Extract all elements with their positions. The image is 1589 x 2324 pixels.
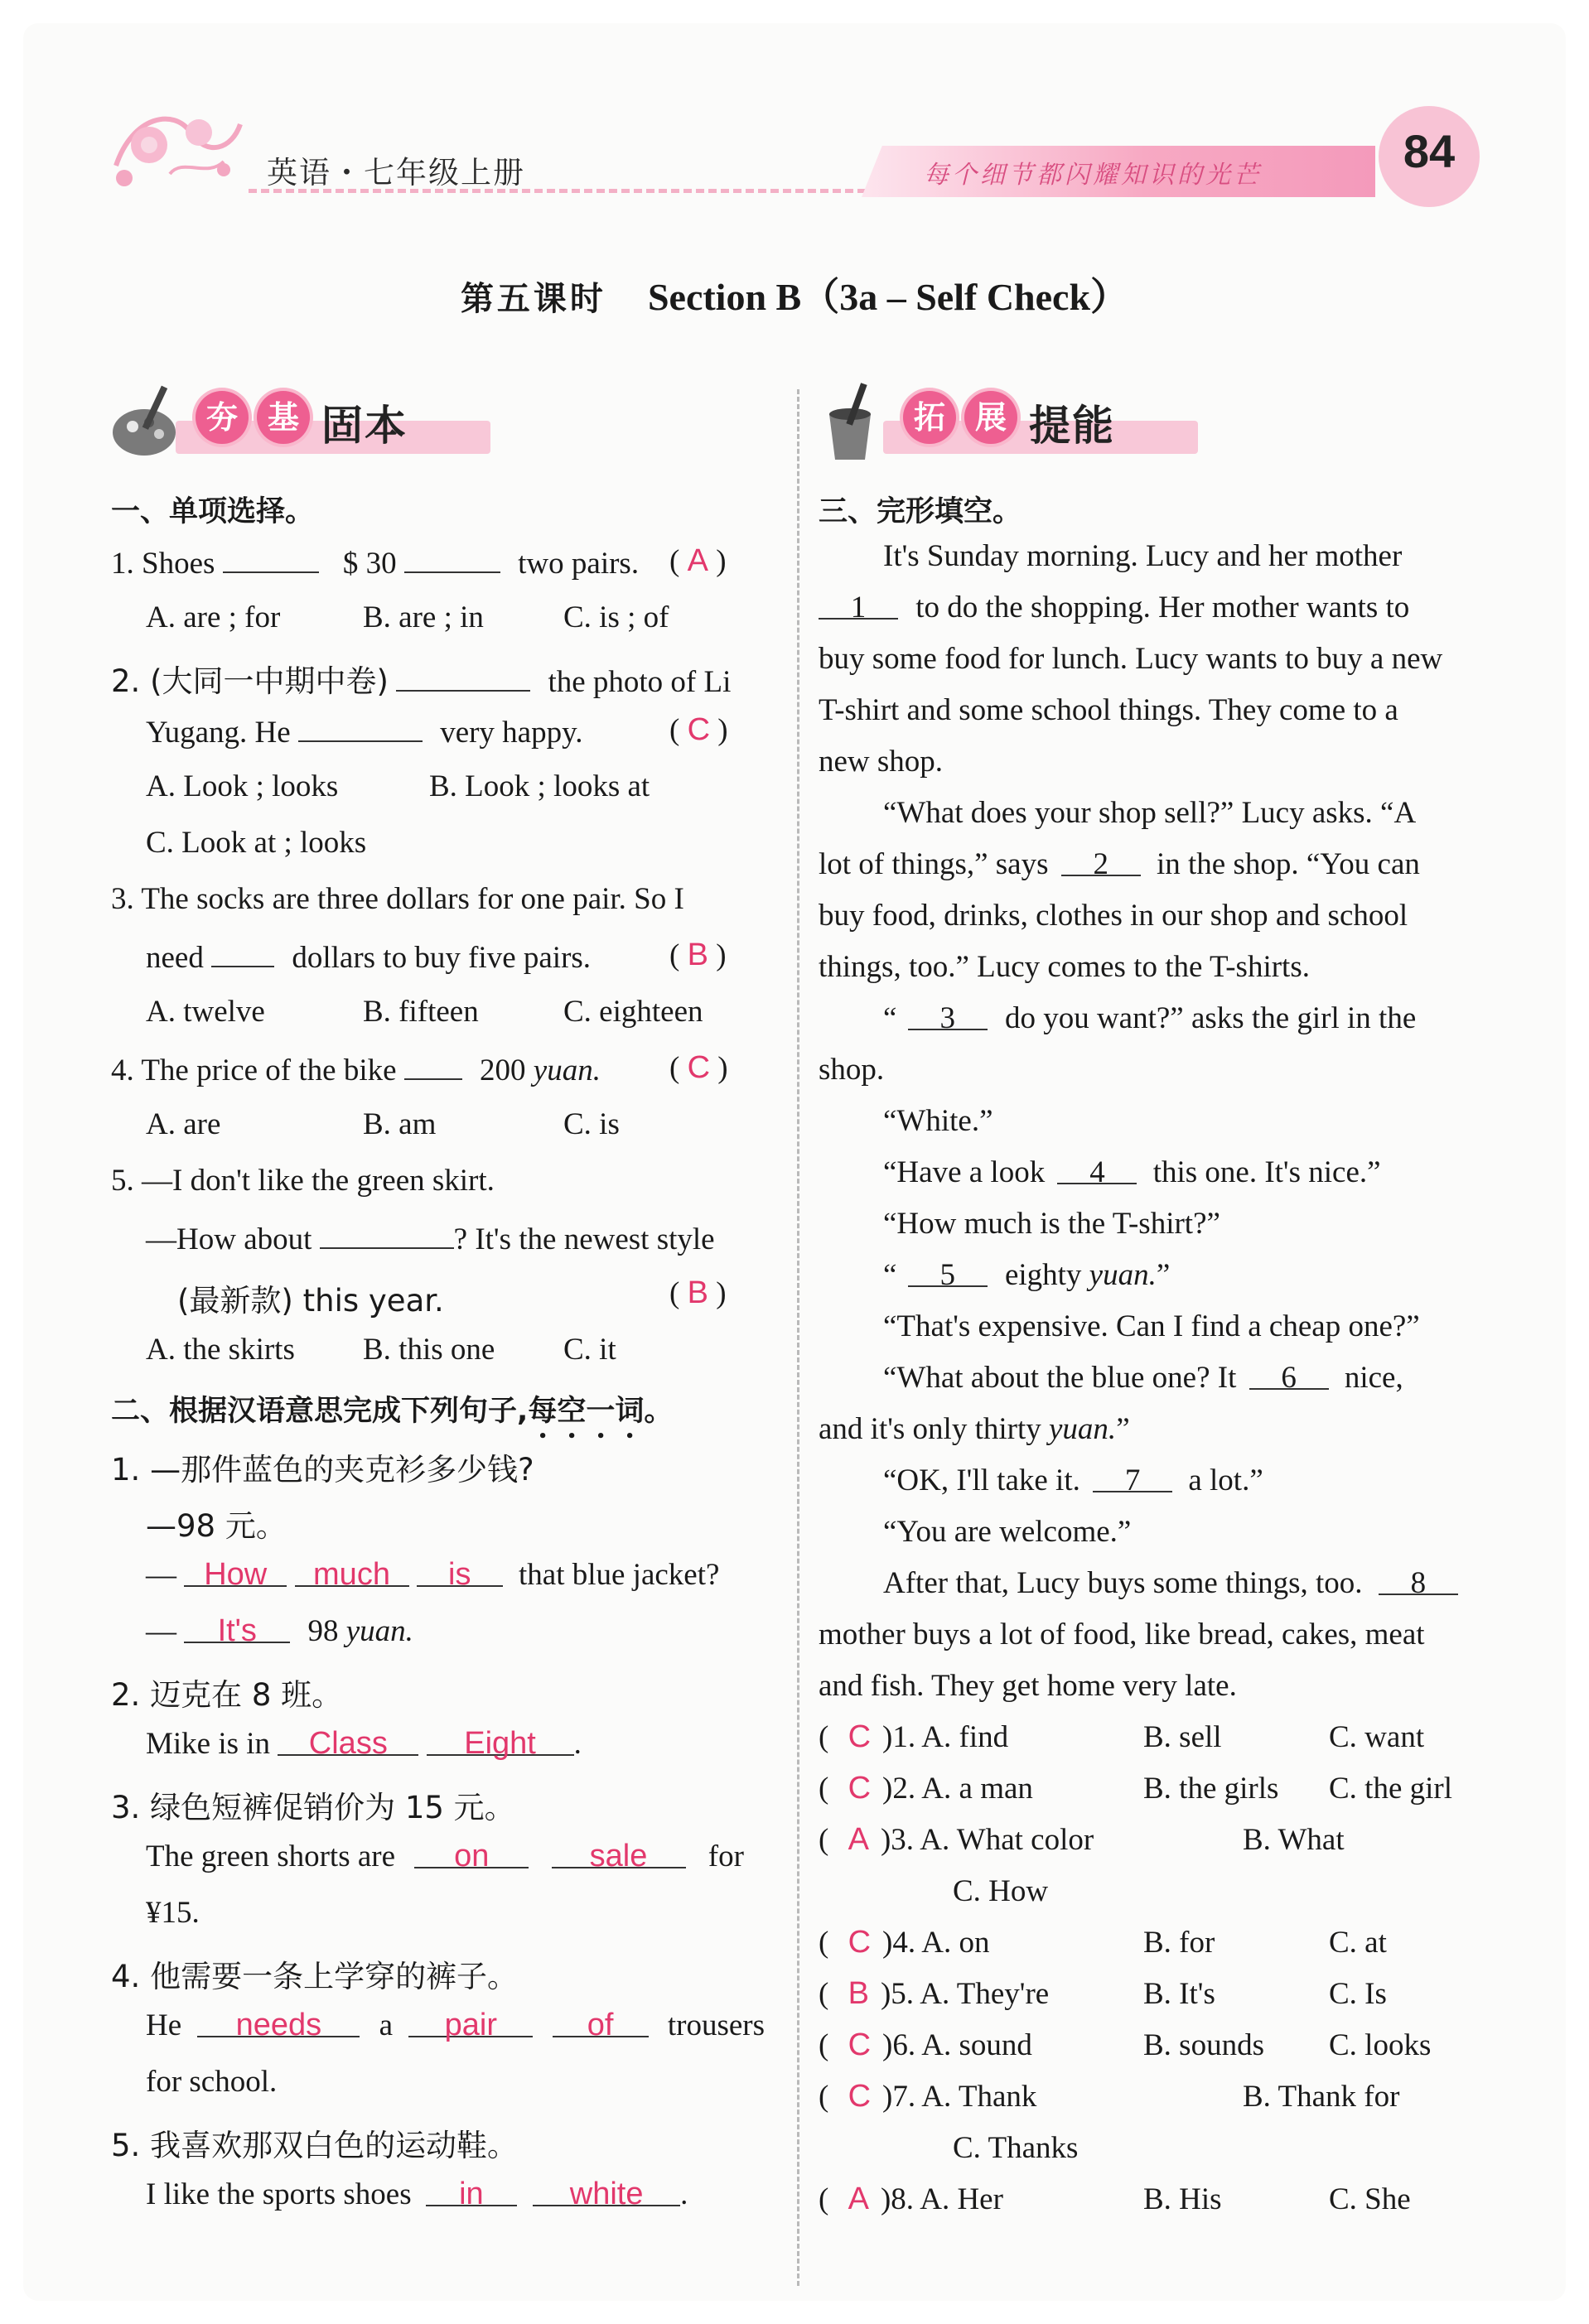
passage-line-15-text: eighty <box>1004 1258 1082 1292</box>
cloze-item-1-a: )1. A. find <box>882 1720 1009 1754</box>
q2-text2: Yugang. He <box>146 716 291 750</box>
cloze-item-7-b: B. Thank for <box>1243 2080 1400 2114</box>
cloze-item-1-b: B. sell <box>1143 1720 1222 1754</box>
passage-line-17-b: nice, <box>1344 1361 1403 1395</box>
q1-stem <box>111 543 639 581</box>
s1-amount: 98 <box>307 1614 339 1648</box>
cloze-item-8-c: C. She <box>1329 2182 1411 2216</box>
banner-char-2: 展 <box>964 391 1017 444</box>
cloze-item-3-c: C. How <box>953 1874 1049 1908</box>
q4-text: 4. The price of the bike <box>111 1054 397 1087</box>
cloze-item-6-b: B. sounds <box>1143 2028 1264 2062</box>
page-title <box>0 267 1589 321</box>
part1-heading: 一、单项选择。 <box>111 495 315 528</box>
cloze-item-7-a: )7. A. Thank <box>882 2080 1037 2114</box>
passage-line-17 <box>883 1360 1403 1396</box>
cloze-item-5-c: C. Is <box>1329 1977 1387 2011</box>
passage-line-7-a: lot of things,” says <box>819 847 1049 881</box>
passage-line-19-a: “OK, I'll take it. <box>883 1463 1080 1497</box>
s2-blank-2 <box>427 1726 574 1761</box>
q4-price: 200 <box>480 1054 526 1087</box>
s5-blank-2 <box>533 2177 680 2211</box>
cloze-blank-4: 4 <box>1057 1155 1137 1184</box>
s1-blank-3 <box>417 1557 503 1592</box>
passage-line-2-text: to do the shopping. Her mother wants to <box>915 591 1410 624</box>
passage-line-12: “White.” <box>883 1104 993 1138</box>
passage-line-19 <box>883 1463 1263 1498</box>
q5-text2: ? It's the newest style <box>453 1222 715 1256</box>
cloze-item-6-a: )6. A. sound <box>882 2028 1032 2062</box>
cloze-item-8: ( A )8. A. Her <box>819 2182 1003 2216</box>
s5-chinese: 5. 我喜欢那双白色的运动鞋。 <box>111 2128 519 2163</box>
cloze-item-5-a: )5. A. They're <box>880 1977 1050 2011</box>
passage-line-6: “What does your shop sell?” Lucy asks. “A <box>883 796 1417 830</box>
cloze-answer-5: B <box>848 1976 869 2011</box>
q1-blank-2 <box>404 543 500 573</box>
q2-blank-2 <box>298 712 423 742</box>
q5-line3-text: (最新款) this year. <box>177 1283 444 1319</box>
passage-line-1: It's Sunday morning. Lucy and her mother <box>883 539 1403 573</box>
s4-blank-1 <box>197 2008 360 2042</box>
s1-english-q: — How much is that blue jacket? <box>146 1557 720 1592</box>
cloze-answer-4: C <box>848 1925 872 1960</box>
q1-option-a: A. are ; for <box>146 600 281 634</box>
flower-ornament-icon <box>99 99 249 199</box>
q3-answer-box: ( B ) <box>669 938 727 972</box>
q5-option-c: C. it <box>563 1333 616 1367</box>
cloze-item-4: ( C )4. A. on <box>819 1925 990 1960</box>
passage-line-11: shop. <box>819 1053 885 1087</box>
cloze-blank-8: 8 <box>1379 1565 1458 1595</box>
passage-line-17-a: “What about the blue one? It <box>883 1361 1237 1395</box>
q1-text-end: two pairs. <box>518 547 640 581</box>
cloze-item-2-c: C. the girl <box>1329 1772 1453 1806</box>
q1-answer: A <box>687 543 708 578</box>
cloze-item-4-a: )4. A. on <box>882 1926 990 1960</box>
s3-answer-2: sale <box>589 1839 648 1873</box>
s1-answer-1: How <box>204 1557 268 1592</box>
q5-option-b: B. this one <box>363 1333 495 1367</box>
q3-line1: 3. The socks are three dollars for one pair. So I <box>111 882 684 916</box>
s3-english <box>146 1839 744 1874</box>
passage-line-16: “That's expensive. Can I find a cheap one?” <box>883 1309 1420 1343</box>
passage-line-9: things, too.” Lucy comes to the T-shirts. <box>819 950 1310 984</box>
section-label: Section B（3a – Self Check） <box>647 276 1129 318</box>
s1-blank-1 <box>184 1557 287 1592</box>
s1-unit: yuan. <box>345 1614 413 1648</box>
q2-text: the photo of Li <box>548 665 732 699</box>
s3-tail: for <box>708 1839 744 1873</box>
cloze-item-2-a: )2. A. a man <box>882 1772 1033 1806</box>
cloze-answer-1: C <box>848 1719 872 1754</box>
q3-text: need <box>146 941 204 975</box>
passage-line-8: buy food, drinks, clothes in our shop and school <box>819 899 1408 933</box>
cloze-blank-2: 2 <box>1061 846 1141 876</box>
s3-price: ¥15. <box>146 1896 200 1930</box>
cloze-item-7-c: C. Thanks <box>953 2131 1079 2165</box>
q3-answer: B <box>687 938 708 972</box>
s2-lead: Mike is in <box>146 1727 271 1761</box>
passage-line-10-text: do you want?” asks the girl in the <box>1004 1001 1417 1035</box>
passage-line-18 <box>819 1411 1130 1447</box>
s5-answer-1: in <box>459 2177 484 2211</box>
cloze-item-2: ( C )2. A. a man <box>819 1771 1033 1806</box>
q3-option-c: C. eighteen <box>563 995 703 1029</box>
s2-chinese: 2. 迈克在 8 班。 <box>111 1677 343 1713</box>
part3-heading: 三、完形填空。 <box>819 495 1022 528</box>
cloze-answer-7: C <box>848 2079 872 2114</box>
s4-blank-3 <box>553 2008 649 2042</box>
q2-option-c: C. Look at ; looks <box>146 826 367 860</box>
q5-line2 <box>146 1219 715 1257</box>
q5-option-a: A. the skirts <box>146 1333 295 1367</box>
quote-close-2: ” <box>1116 1412 1130 1446</box>
passage-line-15 <box>883 1257 1170 1293</box>
page-number: 84 <box>1403 125 1456 177</box>
banner-foundation <box>109 381 457 464</box>
q5-blank <box>320 1219 454 1249</box>
q5-answer: B <box>687 1275 708 1310</box>
q4-stem <box>111 1050 601 1088</box>
q1-text: 1. Shoes <box>111 547 215 581</box>
s1-answer-4: It's <box>217 1613 257 1648</box>
s4-mid: a <box>379 2008 394 2042</box>
cloze-item-8-a: )8. A. Her <box>880 2182 1003 2216</box>
cloze-blank-5: 5 <box>908 1257 988 1287</box>
cloze-blank-7: 7 <box>1093 1463 1172 1492</box>
cloze-answer-6: C <box>848 2027 872 2062</box>
s4-english <box>146 2008 765 2043</box>
cloze-item-4-b: B. for <box>1143 1926 1215 1960</box>
q2-option-a: A. Look ; looks <box>146 769 339 803</box>
cloze-answer-2: C <box>848 1771 872 1806</box>
s1-blank-4 <box>184 1613 290 1648</box>
passage-line-20: “You are welcome.” <box>883 1515 1132 1549</box>
lesson-label: 第五课时 <box>460 280 606 318</box>
column-divider <box>797 389 799 2286</box>
s4-lead: He <box>146 2008 182 2042</box>
banner-char-2: 基 <box>257 391 310 444</box>
q4-answer: C <box>687 1050 711 1085</box>
q4-option-c: C. is <box>563 1107 620 1141</box>
cloze-item-5: ( B )5. A. They're <box>819 1976 1050 2011</box>
q5-line3 <box>177 1275 444 1320</box>
q2-answer-box: ( C ) <box>669 712 728 747</box>
yuan-word-2: yuan. <box>1049 1412 1117 1446</box>
cloze-answer-8: A <box>848 2182 869 2216</box>
q3-option-a: A. twelve <box>146 995 265 1029</box>
cloze-item-6: ( C )6. A. sound <box>819 2027 1032 2062</box>
cloze-item-3-b: B. What <box>1243 1823 1345 1857</box>
cloze-item-7: ( C )7. A. Thank <box>819 2079 1037 2114</box>
s1-answer-3: is <box>448 1557 471 1592</box>
cloze-blank-1: 1 <box>819 590 898 620</box>
s5-answer-2: white <box>569 2177 644 2211</box>
q2-text3: very happy. <box>440 716 583 750</box>
yuan-word-1: yuan. <box>1089 1258 1157 1292</box>
s4-answer-2: pair <box>444 2008 498 2042</box>
passage-line-2 <box>819 590 1409 625</box>
s1-english-a: — It's 98 yuan. <box>146 1613 413 1648</box>
q2-option-b: B. Look ; looks at <box>429 769 650 803</box>
subject-label: 英语・七年级上册 <box>267 155 525 190</box>
q1-blank-1 <box>223 543 319 573</box>
q3-text2: dollars to buy five pairs. <box>292 941 592 975</box>
s3-chinese: 3. 绿色短裤促销价为 15 元。 <box>111 1790 515 1825</box>
cloze-item-1-c: C. want <box>1329 1720 1425 1754</box>
passage-line-21 <box>883 1565 1458 1601</box>
s2-english: Mike is in Class Eight . <box>146 1726 582 1761</box>
cloze-blank-6: 6 <box>1249 1360 1329 1390</box>
cloze-item-2-b: B. the girls <box>1143 1772 1279 1806</box>
passage-line-21-a: After that, Lucy buys some things, too. <box>883 1566 1363 1600</box>
header-slogan: 每个细节都闪耀知识的光芒 <box>924 161 1262 190</box>
s1-chinese2 <box>146 1501 287 1545</box>
banner-char-1: 拓 <box>903 391 956 444</box>
s1-answer-2: much <box>313 1557 390 1592</box>
s5-blank-1 <box>426 2177 517 2211</box>
cloze-answer-3: A <box>848 1822 869 1857</box>
s3-answer-1: on <box>454 1839 490 1873</box>
passage-line-14: “How much is the T-shirt?” <box>883 1207 1220 1241</box>
q2-line2 <box>146 712 582 750</box>
passage-line-5: new shop. <box>819 745 944 779</box>
passage-line-3: buy some food for lunch. Lucy wants to buy a new <box>819 642 1443 676</box>
passage-line-13-b: this one. It's nice.” <box>1152 1155 1381 1189</box>
s1-chinese2-text: —98 元。 <box>146 1508 287 1544</box>
part2-heading-a: 二、根据汉语意思完成下列句子, <box>111 1395 529 1428</box>
s5-lead: I like the sports shoes <box>146 2177 412 2211</box>
s4-answer-3: of <box>587 2008 614 2042</box>
cloze-blank-3: 3 <box>908 1000 988 1030</box>
banner-title: 固本 <box>321 402 408 450</box>
paint-bucket-icon <box>817 381 891 464</box>
passage-line-10 <box>883 1000 1416 1036</box>
passage-line-7-b: in the shop. “You can <box>1156 847 1420 881</box>
s2-answer-2: Eight <box>464 1726 536 1761</box>
s4-tail: trousers <box>667 2008 765 2042</box>
palette-icon <box>109 381 184 464</box>
cloze-item-8-b: B. His <box>1143 2182 1222 2216</box>
q1-option-b: B. are ; in <box>363 600 484 634</box>
quote-close-1: ” <box>1156 1258 1171 1292</box>
q4-blank <box>404 1050 462 1080</box>
s3-lead: The green shorts are <box>146 1839 396 1873</box>
passage-line-4: T-shirt and some school things. They come to a <box>819 693 1398 727</box>
s2-answer-1: Class <box>308 1726 388 1761</box>
q3-blank <box>211 938 274 967</box>
s4-blank-2 <box>408 2008 533 2042</box>
s3-blank-2 <box>552 1839 686 1873</box>
cloze-item-5-b: B. It's <box>1143 1977 1215 2011</box>
q4-option-b: B. am <box>363 1107 437 1141</box>
cloze-item-1: ( C )1. A. find <box>819 1719 1009 1754</box>
q5-answer-box: ( B ) <box>669 1275 727 1310</box>
s1-blank-2 <box>295 1557 409 1592</box>
s5-english: I like the sports shoes in white . <box>146 2177 688 2211</box>
q5-line1: 5. —I don't like the green skirt. <box>111 1164 495 1198</box>
passage-line-22: mother buys a lot of food, like bread, cakes, meat <box>819 1618 1425 1651</box>
q4-answer-box: ( C ) <box>669 1050 728 1085</box>
quote-open-3: “ <box>883 1001 897 1035</box>
cloze-item-3-a: )3. A. What color <box>880 1823 1094 1857</box>
q3-line2 <box>146 938 591 976</box>
q1-option-c: C. is ; of <box>563 600 669 634</box>
q2-answer: C <box>687 712 711 747</box>
q3-option-b: B. fifteen <box>363 995 479 1029</box>
passage-line-7 <box>819 846 1420 882</box>
cloze-item-6-c: C. looks <box>1329 2028 1432 2062</box>
q1-answer-box: ( A ) <box>669 543 727 578</box>
passage-line-19-b: a lot.” <box>1188 1463 1263 1497</box>
banner-char-1: 夯 <box>196 391 249 444</box>
passage-line-18-a: and it's only thirty <box>819 1412 1041 1446</box>
cloze-item-3: ( A )3. A. What color <box>819 1822 1094 1857</box>
passage-line-23: and fish. They get home very late. <box>819 1669 1237 1703</box>
s1-chinese: 1. —那件蓝色的夹克衫多少钱? <box>111 1452 534 1487</box>
passage-line-13 <box>883 1155 1381 1190</box>
q2-stem <box>111 656 731 701</box>
s3-blank-1 <box>414 1839 529 1873</box>
cloze-item-4-c: C. at <box>1329 1926 1387 1960</box>
quote-open-5: “ <box>883 1258 897 1292</box>
q4-unit: yuan. <box>533 1054 601 1087</box>
part2-heading <box>111 1388 673 1445</box>
banner-extension <box>817 381 1165 464</box>
s1-tail: that blue jacket? <box>519 1558 720 1592</box>
part2-heading-emph: 每空一词 <box>528 1395 645 1428</box>
q2-blank-1 <box>396 662 530 692</box>
s2-blank-1 <box>278 1726 418 1761</box>
q4-option-a: A. are <box>146 1107 221 1141</box>
q2-source: 2. (大同一中期中卷) <box>111 663 389 699</box>
header-divider <box>249 189 878 193</box>
banner-title: 提能 <box>1029 402 1115 450</box>
part2-heading-b: 。 <box>644 1395 674 1428</box>
s4-chinese: 4. 他需要一条上学穿的裤子。 <box>111 1959 519 1994</box>
q1-price: $ 30 <box>342 547 397 581</box>
s4-answer-1: needs <box>235 2008 322 2042</box>
passage-line-13-a: “Have a look <box>883 1155 1046 1189</box>
s4-line3: for school. <box>146 2065 278 2099</box>
q5-text: —How about <box>146 1222 312 1256</box>
